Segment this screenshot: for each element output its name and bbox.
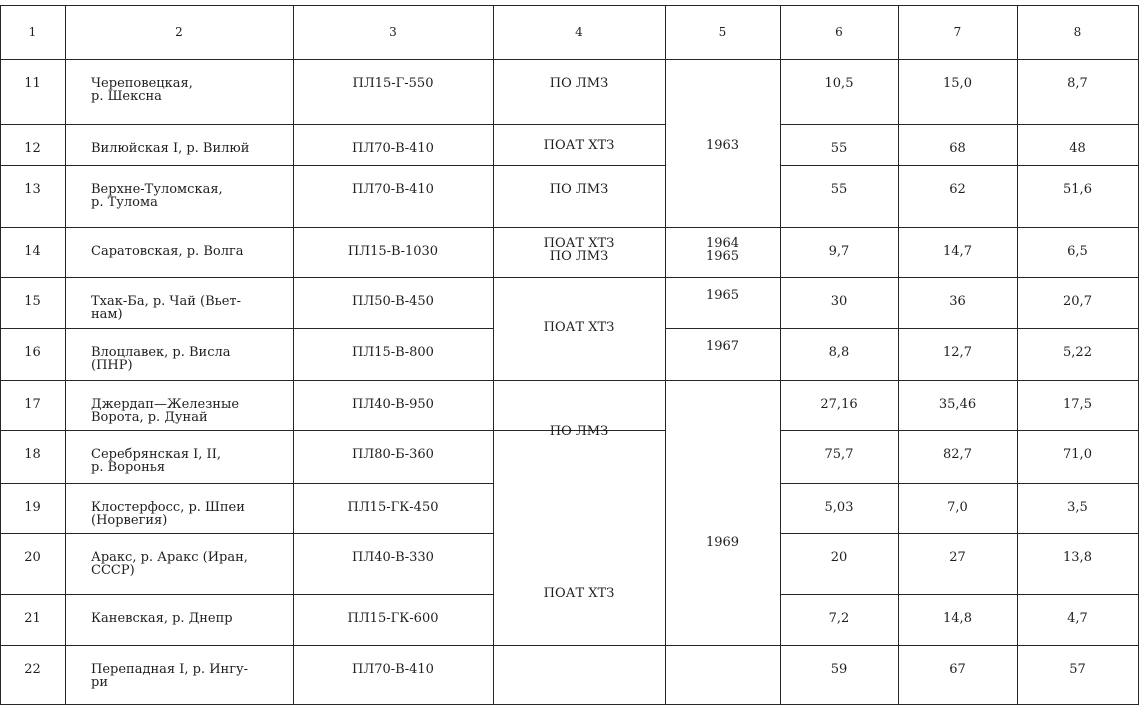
year: 1963: [705, 138, 740, 153]
row-separator: [780, 124, 898, 125]
value-col8: 48: [1069, 141, 1086, 156]
manufacturer: ПОАТ ХТЗ ПО ЛМЗ: [543, 236, 615, 264]
row-number: 22: [24, 662, 41, 677]
turbine-type: ПЛ15-ГК-600: [347, 611, 439, 626]
value-col6: 9,7: [828, 244, 850, 259]
row-separator: [493, 165, 665, 166]
row-separator: [1017, 227, 1138, 228]
value-col7: 15,0: [943, 76, 972, 91]
row-separator: [493, 277, 665, 278]
row-separator: [65, 124, 293, 125]
row-separator: [65, 533, 293, 534]
value-col6: 75,7: [824, 447, 854, 462]
value-col7: 7,0: [947, 500, 968, 515]
row-separator: [780, 430, 898, 431]
year: 1967: [705, 339, 740, 354]
row-number: 11: [24, 76, 41, 91]
row-separator: [0, 483, 65, 484]
value-col7: 67: [949, 662, 966, 677]
turbine-type: ПЛ70-В-410: [352, 141, 434, 156]
manufacturer: ПО ЛМЗ: [549, 76, 609, 91]
row-separator: [293, 533, 493, 534]
turbine-type: ПЛ40-В-330: [352, 550, 434, 565]
turbine-type: ПЛ80-Б-360: [352, 447, 434, 462]
row-separator: [0, 227, 65, 228]
value-col8: 6,5: [1067, 244, 1088, 259]
value-col8: 17,5: [1063, 397, 1092, 412]
column-header: 2: [175, 25, 183, 39]
row-separator: [65, 594, 293, 595]
turbine-type: ПЛ15-В-1030: [347, 244, 439, 259]
row-separator: [0, 594, 65, 595]
row-number: 21: [24, 611, 41, 626]
year: 1964 1965: [705, 236, 740, 264]
row-separator: [293, 594, 493, 595]
row-separator: [0, 645, 65, 646]
value-col6: 55: [830, 182, 848, 197]
column-header: 8: [1073, 25, 1082, 39]
row-separator: [293, 124, 493, 125]
row-separator: [898, 380, 1017, 381]
value-col8: 4,7: [1067, 611, 1088, 626]
row-separator: [493, 645, 665, 646]
station-name: Саратовская, р. Волга: [91, 244, 244, 259]
value-col7: 36: [949, 294, 966, 309]
row-separator: [65, 430, 293, 431]
row-number: 19: [24, 500, 41, 515]
table-bottom-border: [0, 704, 1139, 705]
column-header: 5: [718, 25, 727, 39]
row-separator: [293, 328, 493, 329]
year: 1965: [705, 288, 740, 303]
station-name: Аракс, р. Аракс (Иран, СССР): [91, 550, 248, 578]
row-separator: [293, 227, 493, 228]
turbine-type: ПЛ70-В-410: [352, 182, 434, 197]
value-col8: 13,8: [1063, 550, 1092, 565]
table-top-border: [0, 5, 1139, 6]
row-separator: [780, 594, 898, 595]
row-separator: [65, 277, 293, 278]
row-separator: [293, 380, 493, 381]
row-separator: [780, 645, 898, 646]
value-col6: 59: [830, 662, 848, 677]
row-separator: [1017, 380, 1138, 381]
header-bottom-border: [0, 59, 1139, 60]
row-separator: [1017, 483, 1138, 484]
row-separator: [1017, 645, 1138, 646]
row-number: 20: [24, 550, 41, 565]
row-separator: [65, 165, 293, 166]
row-separator: [665, 380, 780, 381]
row-separator: [898, 328, 1017, 329]
row-separator: [780, 533, 898, 534]
row-separator: [65, 645, 293, 646]
station-name: Перепадная I, р. Ингу- ри: [91, 662, 249, 690]
value-col7: 14,7: [943, 244, 972, 259]
row-separator: [898, 645, 1017, 646]
row-separator: [65, 328, 293, 329]
station-name: Серебрянская I, II, р. Воронья: [91, 447, 221, 475]
station-name: Череповецкая, р. Шексна: [91, 76, 193, 104]
manufacturer: ПОАТ ХТЗ: [543, 586, 615, 601]
station-name: Вилюйская I, р. Вилюй: [91, 141, 250, 156]
value-col6: 30: [830, 294, 848, 309]
row-separator: [1017, 594, 1138, 595]
row-separator: [780, 165, 898, 166]
station-name: Влоцлавек, р. Висла (ПНР): [91, 345, 231, 373]
row-separator: [665, 328, 780, 329]
row-separator: [898, 124, 1017, 125]
value-col6: 27,16: [820, 397, 858, 412]
row-number: 15: [24, 294, 41, 309]
row-number: 12: [24, 141, 41, 156]
station-name: Клостерфосс, р. Шпеи (Норвегия): [91, 500, 245, 528]
value-col7: 12,7: [943, 345, 972, 360]
row-separator: [0, 277, 65, 278]
row-separator: [0, 533, 65, 534]
manufacturer: ПОАТ ХТЗ: [543, 138, 615, 153]
row-number: 16: [24, 345, 41, 360]
turbine-type: ПЛ15-В-800: [352, 345, 434, 360]
station-name: Каневская, р. Днепр: [91, 611, 233, 626]
row-separator: [898, 483, 1017, 484]
year: 1969: [705, 535, 740, 550]
row-separator: [0, 328, 65, 329]
value-col8: 8,7: [1067, 76, 1088, 91]
turbine-type: ПЛ50-В-450: [352, 294, 434, 309]
row-separator: [493, 380, 665, 381]
value-col7: 35,46: [938, 397, 977, 412]
row-separator: [293, 430, 493, 431]
row-separator: [898, 277, 1017, 278]
column-header: 4: [575, 25, 583, 39]
row-separator: [1017, 165, 1138, 166]
station-name: Верхне-Туломская, р. Тулома: [91, 182, 223, 210]
row-separator: [493, 124, 665, 125]
manufacturer: ПО ЛМЗ: [549, 424, 609, 439]
value-col8: 5,22: [1063, 345, 1092, 360]
row-separator: [898, 430, 1017, 431]
row-separator: [293, 277, 493, 278]
turbine-type: ПЛ70-В-410: [352, 662, 434, 677]
row-separator: [898, 533, 1017, 534]
row-separator: [65, 227, 293, 228]
manufacturer: ПО ЛМЗ: [549, 182, 609, 197]
value-col6: 20: [830, 550, 848, 565]
value-col8: 20,7: [1063, 294, 1092, 309]
row-separator: [0, 430, 65, 431]
value-col6: 55: [830, 141, 848, 156]
station-name: Тхак-Ба, р. Чай (Вьет- нам): [91, 294, 242, 322]
station-name: Джердап—Железные Ворота, р. Дунай: [91, 397, 240, 425]
row-separator: [665, 277, 780, 278]
column-divider: [665, 5, 666, 704]
value-col8: 51,6: [1063, 182, 1092, 197]
row-separator: [0, 380, 65, 381]
value-col6: 8,8: [828, 345, 850, 360]
value-col7: 82,7: [943, 447, 972, 462]
row-separator: [1017, 277, 1138, 278]
turbine-type: ПЛ15-ГК-450: [347, 500, 439, 515]
row-separator: [780, 277, 898, 278]
row-number: 18: [24, 447, 41, 462]
value-col8: 57: [1069, 662, 1086, 677]
row-separator: [1017, 430, 1138, 431]
row-separator: [780, 227, 898, 228]
row-separator: [293, 165, 493, 166]
row-separator: [780, 483, 898, 484]
row-separator: [293, 483, 493, 484]
row-separator: [65, 380, 293, 381]
value-col7: 62: [949, 182, 966, 197]
value-col8: 3,5: [1067, 500, 1088, 515]
row-separator: [780, 328, 898, 329]
column-header: 7: [953, 25, 962, 39]
row-separator: [1017, 124, 1138, 125]
row-number: 17: [24, 397, 41, 412]
row-separator: [0, 124, 65, 125]
row-separator: [898, 594, 1017, 595]
value-col7: 27: [949, 550, 966, 565]
value-col6: 10,5: [824, 76, 854, 91]
value-col7: 14,8: [943, 611, 972, 626]
row-separator: [898, 227, 1017, 228]
row-number: 14: [24, 244, 41, 259]
column-header: 1: [28, 25, 37, 39]
row-separator: [1017, 328, 1138, 329]
row-separator: [898, 165, 1017, 166]
row-separator: [493, 227, 665, 228]
row-separator: [665, 645, 780, 646]
value-col8: 71,0: [1063, 447, 1092, 462]
turbine-type: ПЛ40-В-950: [352, 397, 434, 412]
row-separator: [0, 165, 65, 166]
value-col6: 7,2: [828, 611, 850, 626]
row-separator: [665, 227, 780, 228]
turbine-type: ПЛ15-Г-550: [352, 76, 434, 91]
column-header: 6: [835, 25, 843, 39]
row-separator: [780, 380, 898, 381]
value-col7: 68: [949, 141, 966, 156]
row-separator: [293, 645, 493, 646]
manufacturer: ПОАТ ХТЗ: [543, 320, 615, 335]
row-separator: [1017, 533, 1138, 534]
value-col6: 5,03: [824, 500, 854, 515]
row-separator: [65, 483, 293, 484]
column-divider: [65, 5, 66, 704]
column-header: 3: [389, 25, 397, 39]
row-number: 13: [24, 182, 41, 197]
